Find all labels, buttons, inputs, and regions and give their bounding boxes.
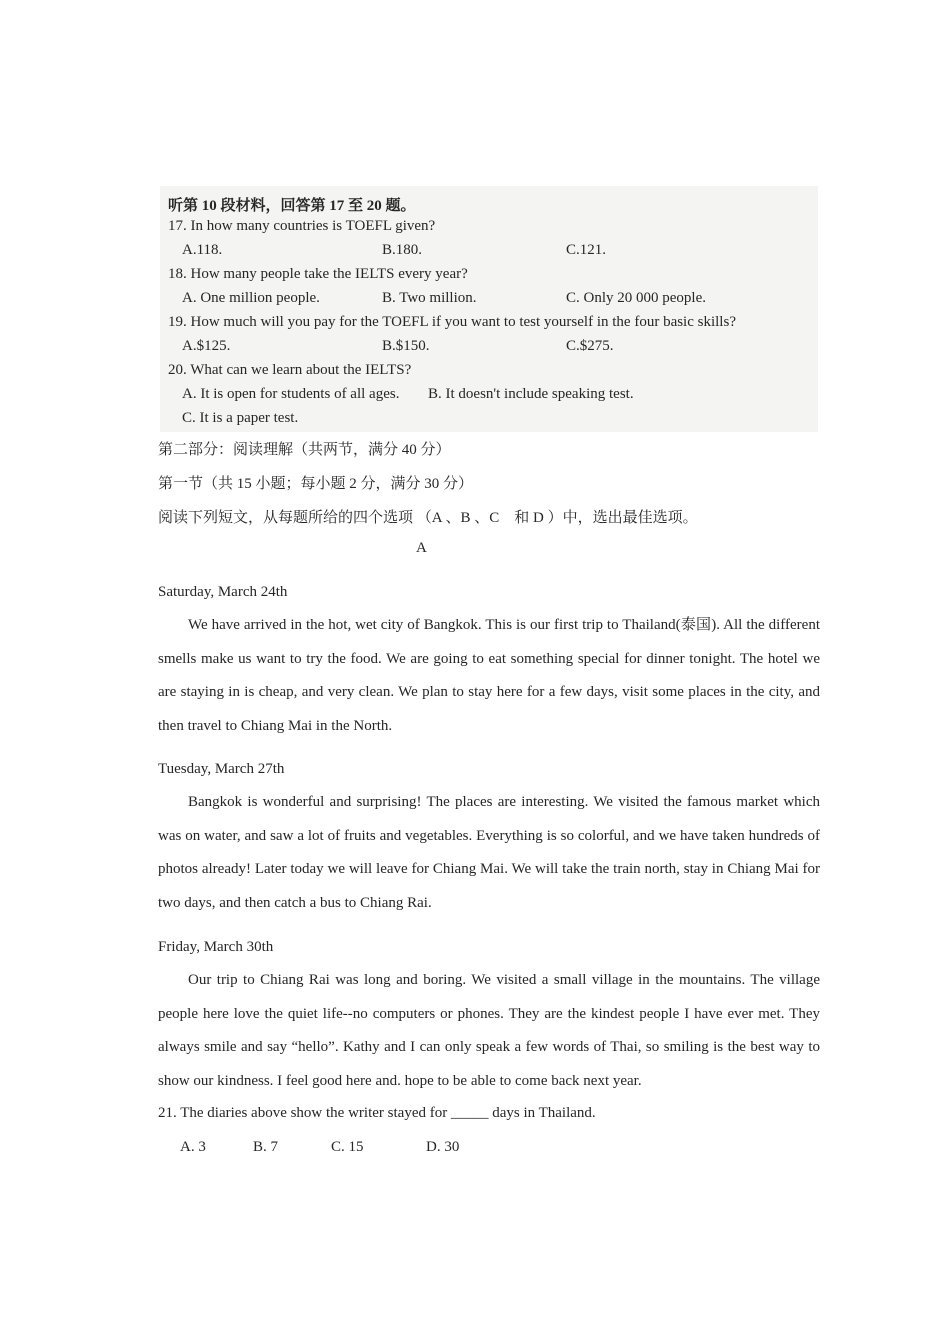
part2-heading: 第二部分：阅读理解（共两节，满分 40 分） xyxy=(158,442,451,458)
diary-entry-1 xyxy=(158,609,820,743)
q19-option-a: A.$125. xyxy=(182,338,231,354)
diary-entry-2 xyxy=(158,786,820,920)
diary-text-3: Our trip to Chiang Rai was long and boring. We visited a small village in the mountains. The village people here love the quiet life--no computers or phones. They are the kindest people I have ever met. They always smile and say “hello”. Kathy and I can only speak a few words of Thai, so smiling is the best way to show our kindness. I feel good here and. hope to be able to come back next year. xyxy=(158,972,820,1089)
q18-option-a: A. One million people. xyxy=(182,290,320,306)
diary-text-1: We have arrived in the hot, wet city of Bangkok. This is our first trip to Thailand(泰国). All the different smells make us want to try the food. We are going to eat something special for dinner tonight. The hotel we are staying in is cheap, and very clean. We plan to stay here for a few days, visit some places in the city, and then travel to Chiang Mai in the North. xyxy=(158,617,820,734)
q17-option-a: A.118. xyxy=(182,242,223,258)
diary-date-3: Friday, March 30th xyxy=(158,939,274,955)
diary-date-2: Tuesday, March 27th xyxy=(158,761,285,777)
listening-header: 听第 10 段材料，回答第 17 至 20 题。 xyxy=(168,198,416,214)
q17-option-b: B.180. xyxy=(382,242,423,258)
question-21: 21. The diaries above show the writer stayed for _____ days in Thailand. xyxy=(158,1105,596,1121)
question-17: 17. In how many countries is TOEFL given? xyxy=(168,218,436,234)
q18-option-c: C. Only 20 000 people. xyxy=(566,290,706,306)
instructions: 阅读下列短文，从每题所给的四个选项 （A 、B 、C 和 D ）中，选出最佳选项。 xyxy=(158,510,698,526)
section1-heading: 第一节（共 15 小题；每小题 2 分，满分 30 分） xyxy=(158,476,474,492)
q21-option-b: B. 7 xyxy=(253,1139,279,1155)
diary-date-1: Saturday, March 24th xyxy=(158,584,288,600)
q21-option-c: C. 15 xyxy=(331,1139,364,1155)
q18-option-b: B. Two million. xyxy=(382,290,477,306)
listening-section-image xyxy=(160,186,818,432)
q20-option-a: A. It is open for students of all ages. xyxy=(182,386,400,402)
diary-text-2: Bangkok is wonderful and surprising! The places are interesting. We visited the famous market which was on water, and saw a lot of fruits and vegetables. Everything is so colorful, and we have taken hundreds of photos already! Later today we will leave for Chiang Mai. We will take the train north, stay in Chiang Mai for two days, and then catch a bus to Chiang Rai. xyxy=(158,794,820,911)
q17-option-c: C.121. xyxy=(566,242,607,258)
diary-entry-3 xyxy=(158,964,820,1098)
q21-option-d: D. 30 xyxy=(426,1139,460,1155)
passage-label: A xyxy=(416,540,427,556)
q21-option-a: A. 3 xyxy=(180,1139,206,1155)
q20-option-b: B. It doesn't include speaking test. xyxy=(428,386,634,402)
question-19: 19. How much will you pay for the TOEFL if you want to test yourself in the four basic skills? xyxy=(168,314,736,330)
q20-option-c: C. It is a paper test. xyxy=(182,410,299,426)
question-20: 20. What can we learn about the IELTS? xyxy=(168,362,412,378)
q19-option-b: B.$150. xyxy=(382,338,430,354)
question-18: 18. How many people take the IELTS every year? xyxy=(168,266,468,282)
q19-option-c: C.$275. xyxy=(566,338,614,354)
